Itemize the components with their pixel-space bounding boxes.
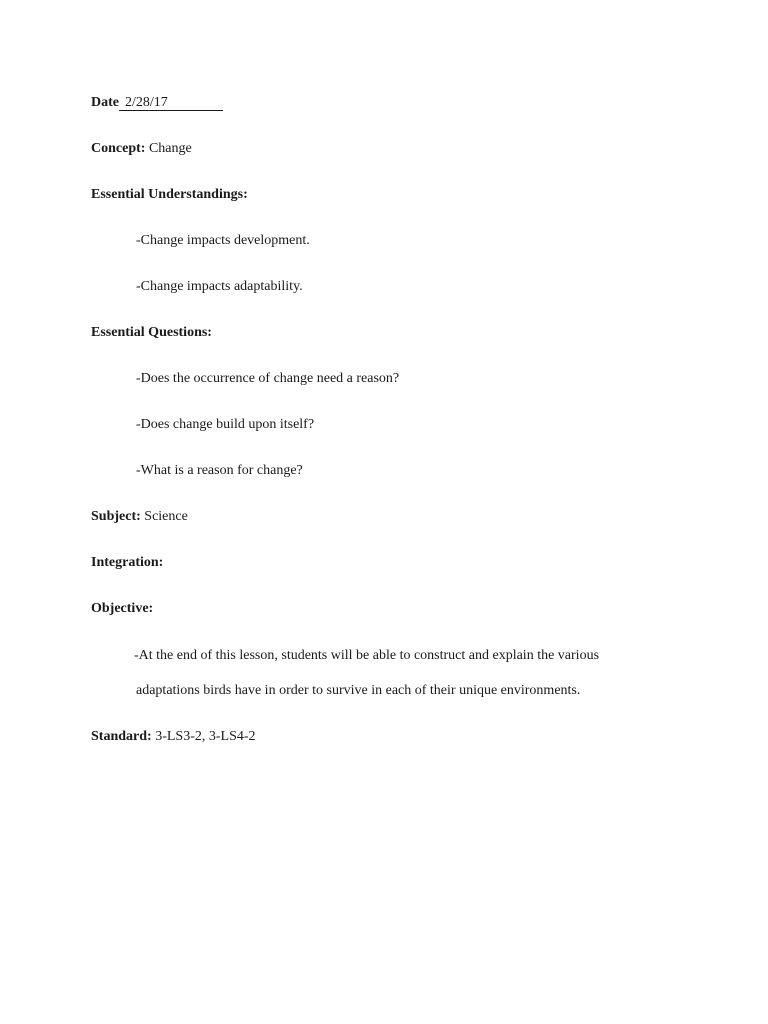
subject-value: Science xyxy=(144,509,188,524)
understanding-item: -Change impacts adaptability. xyxy=(136,279,303,294)
question-item: -Does the occurrence of change need a reason? xyxy=(136,371,400,386)
date-value: 2/28/17 xyxy=(125,95,168,110)
understanding-item: -Change impacts development. xyxy=(136,233,310,248)
concept-value: Change xyxy=(148,141,192,156)
date-line xyxy=(91,94,223,112)
integration-heading: Integration: xyxy=(91,555,164,570)
essential-questions-heading: Essential Questions: xyxy=(91,325,212,340)
objective-heading: Objective: xyxy=(91,601,154,616)
essential-understandings-heading: Essential Understandings: xyxy=(91,187,248,202)
objective-text-line: -At the end of this lesson, students will be able to construct and explain the various xyxy=(134,648,600,663)
concept-line xyxy=(91,140,192,158)
objective-text-line: adaptations birds have in order to survive in each of their unique environments. xyxy=(136,683,581,698)
standard-line xyxy=(91,728,256,746)
date-label: Date xyxy=(91,95,119,110)
question-item: -What is a reason for change? xyxy=(136,463,303,478)
question-item: -Does change build upon itself? xyxy=(136,417,315,432)
standard-label: Standard: xyxy=(91,729,152,744)
subject-label: Subject: xyxy=(91,509,141,524)
subject-line xyxy=(91,508,188,526)
concept-label: Concept: xyxy=(91,141,146,156)
date-field xyxy=(119,96,223,111)
standard-value: 3-LS3-2, 3-LS4-2 xyxy=(155,729,256,744)
